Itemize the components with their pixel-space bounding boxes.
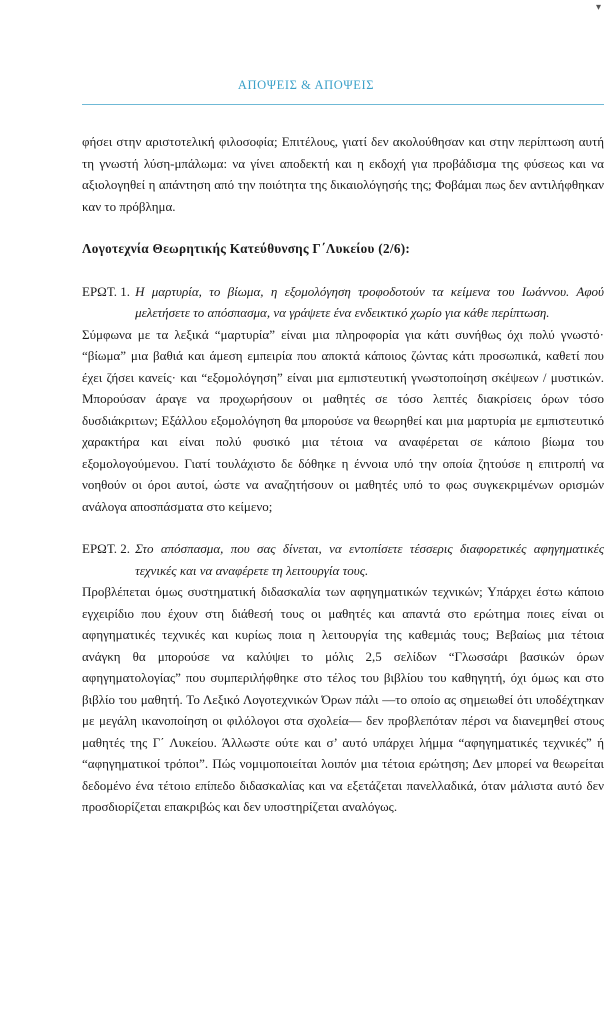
section-heading: Λογοτεχνία Θεωρητικής Κατεύθυνσης Γ΄Λυκείου (2/6): (82, 241, 411, 256)
question-1-commentary: Σύμφωνα με τα λεξικά “μαρτυρία” είναι μια πληροφορία για κάτι συνήθως όχι πολύ γνωστό· “βίωμα” μια βαθιά και άμεση εμπειρία που αποκτά κάποιος ζώντας κάτι προσωπικά, καθετί που έχει ζήσει κανείς· και “εξομολόγηση” είναι μια εμπιστευτική γνωστοποίηση σκέψεων / μυστικών. Μπορούσαν άραγε να προχωρήσουν οι μαθητές σε τόσο λεπτές διακρίσεις όρων τόσο δυσδιάκριτων; Εξάλλου εξομολόγηση θα μπορούσε να θεωρηθεί και μια μαρτυρία με εμπιστευτικό χαρακτήρα και είναι πολύ φυσικό μια τέτοια να αναφέρεται σε κάποιο βίωμα του εξομολογούμενου. Γιατί τουλάχιστο δε δόθηκε η έννοια υπό την οποία ζητούσε η επιτροπή να νοηθούν οι όροι αυτοί, ώστε να αναζητήσουν οι μαθητές υπό το φως συγκεκριμένων ορισμών ανάλογα αποσπάσματα στο κείμενο; (82, 326, 604, 514)
question-1 (82, 281, 604, 324)
question-2-label: ΕΡΩΤ. 2. (82, 541, 131, 556)
corner-mark: ▾ (596, 2, 602, 13)
running-header: ΑΠΟΨΕΙΣ & ΑΠΟΨΕΙΣ (237, 78, 375, 92)
question-1-label: ΕΡΩΤ. 1. (82, 283, 131, 299)
opening-paragraph: φήσει στην αριστοτελική φιλοσοφία; Επιτέλους, γιατί δεν ακολούθησαν και στην περίπτωση αυτή τη γνωστή λύση-μπάλωμα: να γίνει αποδεκτή και η εκδοχή για προβάδισμα της φύσεως και να αξιολογηθεί η απάντηση από την ποιότητα της δικαιολόγησής της; Φοβάμαι πως δεν αντιλήφθηκαν καν το πρόβλημα. (82, 134, 604, 214)
question-2-text: Στο απόσπασμα, που σας δίνεται, να εντοπίσετε τέσσερις διαφορετικές αφηγηματικές τεχνικές και να αναφέρετε τη λειτουργία τους. (135, 541, 604, 578)
header-rule (82, 104, 604, 105)
question-1-text: Η μαρτυρία, το βίωμα, η εξομολόγηση τροφοδοτούν τα κείμενα του Ιωάννου. Αφού μελετήσετε το απόσπασμα, να γράψετε ένα ενδεικτικό χωρίο για κάθε περίπτωση. (135, 283, 604, 320)
question-2-commentary: Προβλέπεται όμως συστηματική διδασκαλία των αφηγηματικών τεχνικών; Υπάρχει έστω κάποιο εγχειρίδιο που έχουν στη διάθεσή τους οι μαθητές και απαντά στο ερώτημα ποιες είναι οι αφηγηματικές τεχνικές και κυρίως ποια η λειτουργία της καθεμιάς τους; Βεβαίως μια τέτοια ανάγκη θα μπορούσε να καλύψει το μόλις 2,5 σελίδων “Γλωσσάρι βασικών όρων αφηγηματολογίας” που συμπεριλήφθηκε στο τέλος του βιβλίου του καθηγητή, όχι όμως και στο βιβλίο του μαθητή. Το Λεξικό Λογοτεχνικών Όρων πάλι —το οποίο ας σημειωθεί ότι υποδέχτηκαν με μεγάλη ικανοποίηση οι φιλόλογοι στα σχολεία— δεν προβλεπόταν πέρσι να διανεμηθεί στους μαθητές της Γ΄ Λυκείου. Άλλωστε ούτε και σ’ αυτό υπάρχει λήμμα “αφηγηματικές τεχνικές” ή “αφηγηματικοί τρόποι”. Πώς νομιμοποιείται λοιπόν μια τέτοια ερώτηση; Δεν μπορεί να θεωρείται δεδομένο ένα τέτοιο επίπεδο διδασκαλίας και να εξετάζεται πανελλαδικά, όταν μάλιστα αυτό δεν προσδιορίζεται επακριβώς και δεν υποστηρίζεται αναλόγως. (82, 584, 604, 814)
question-2 (82, 538, 604, 581)
article-body (82, 131, 604, 818)
